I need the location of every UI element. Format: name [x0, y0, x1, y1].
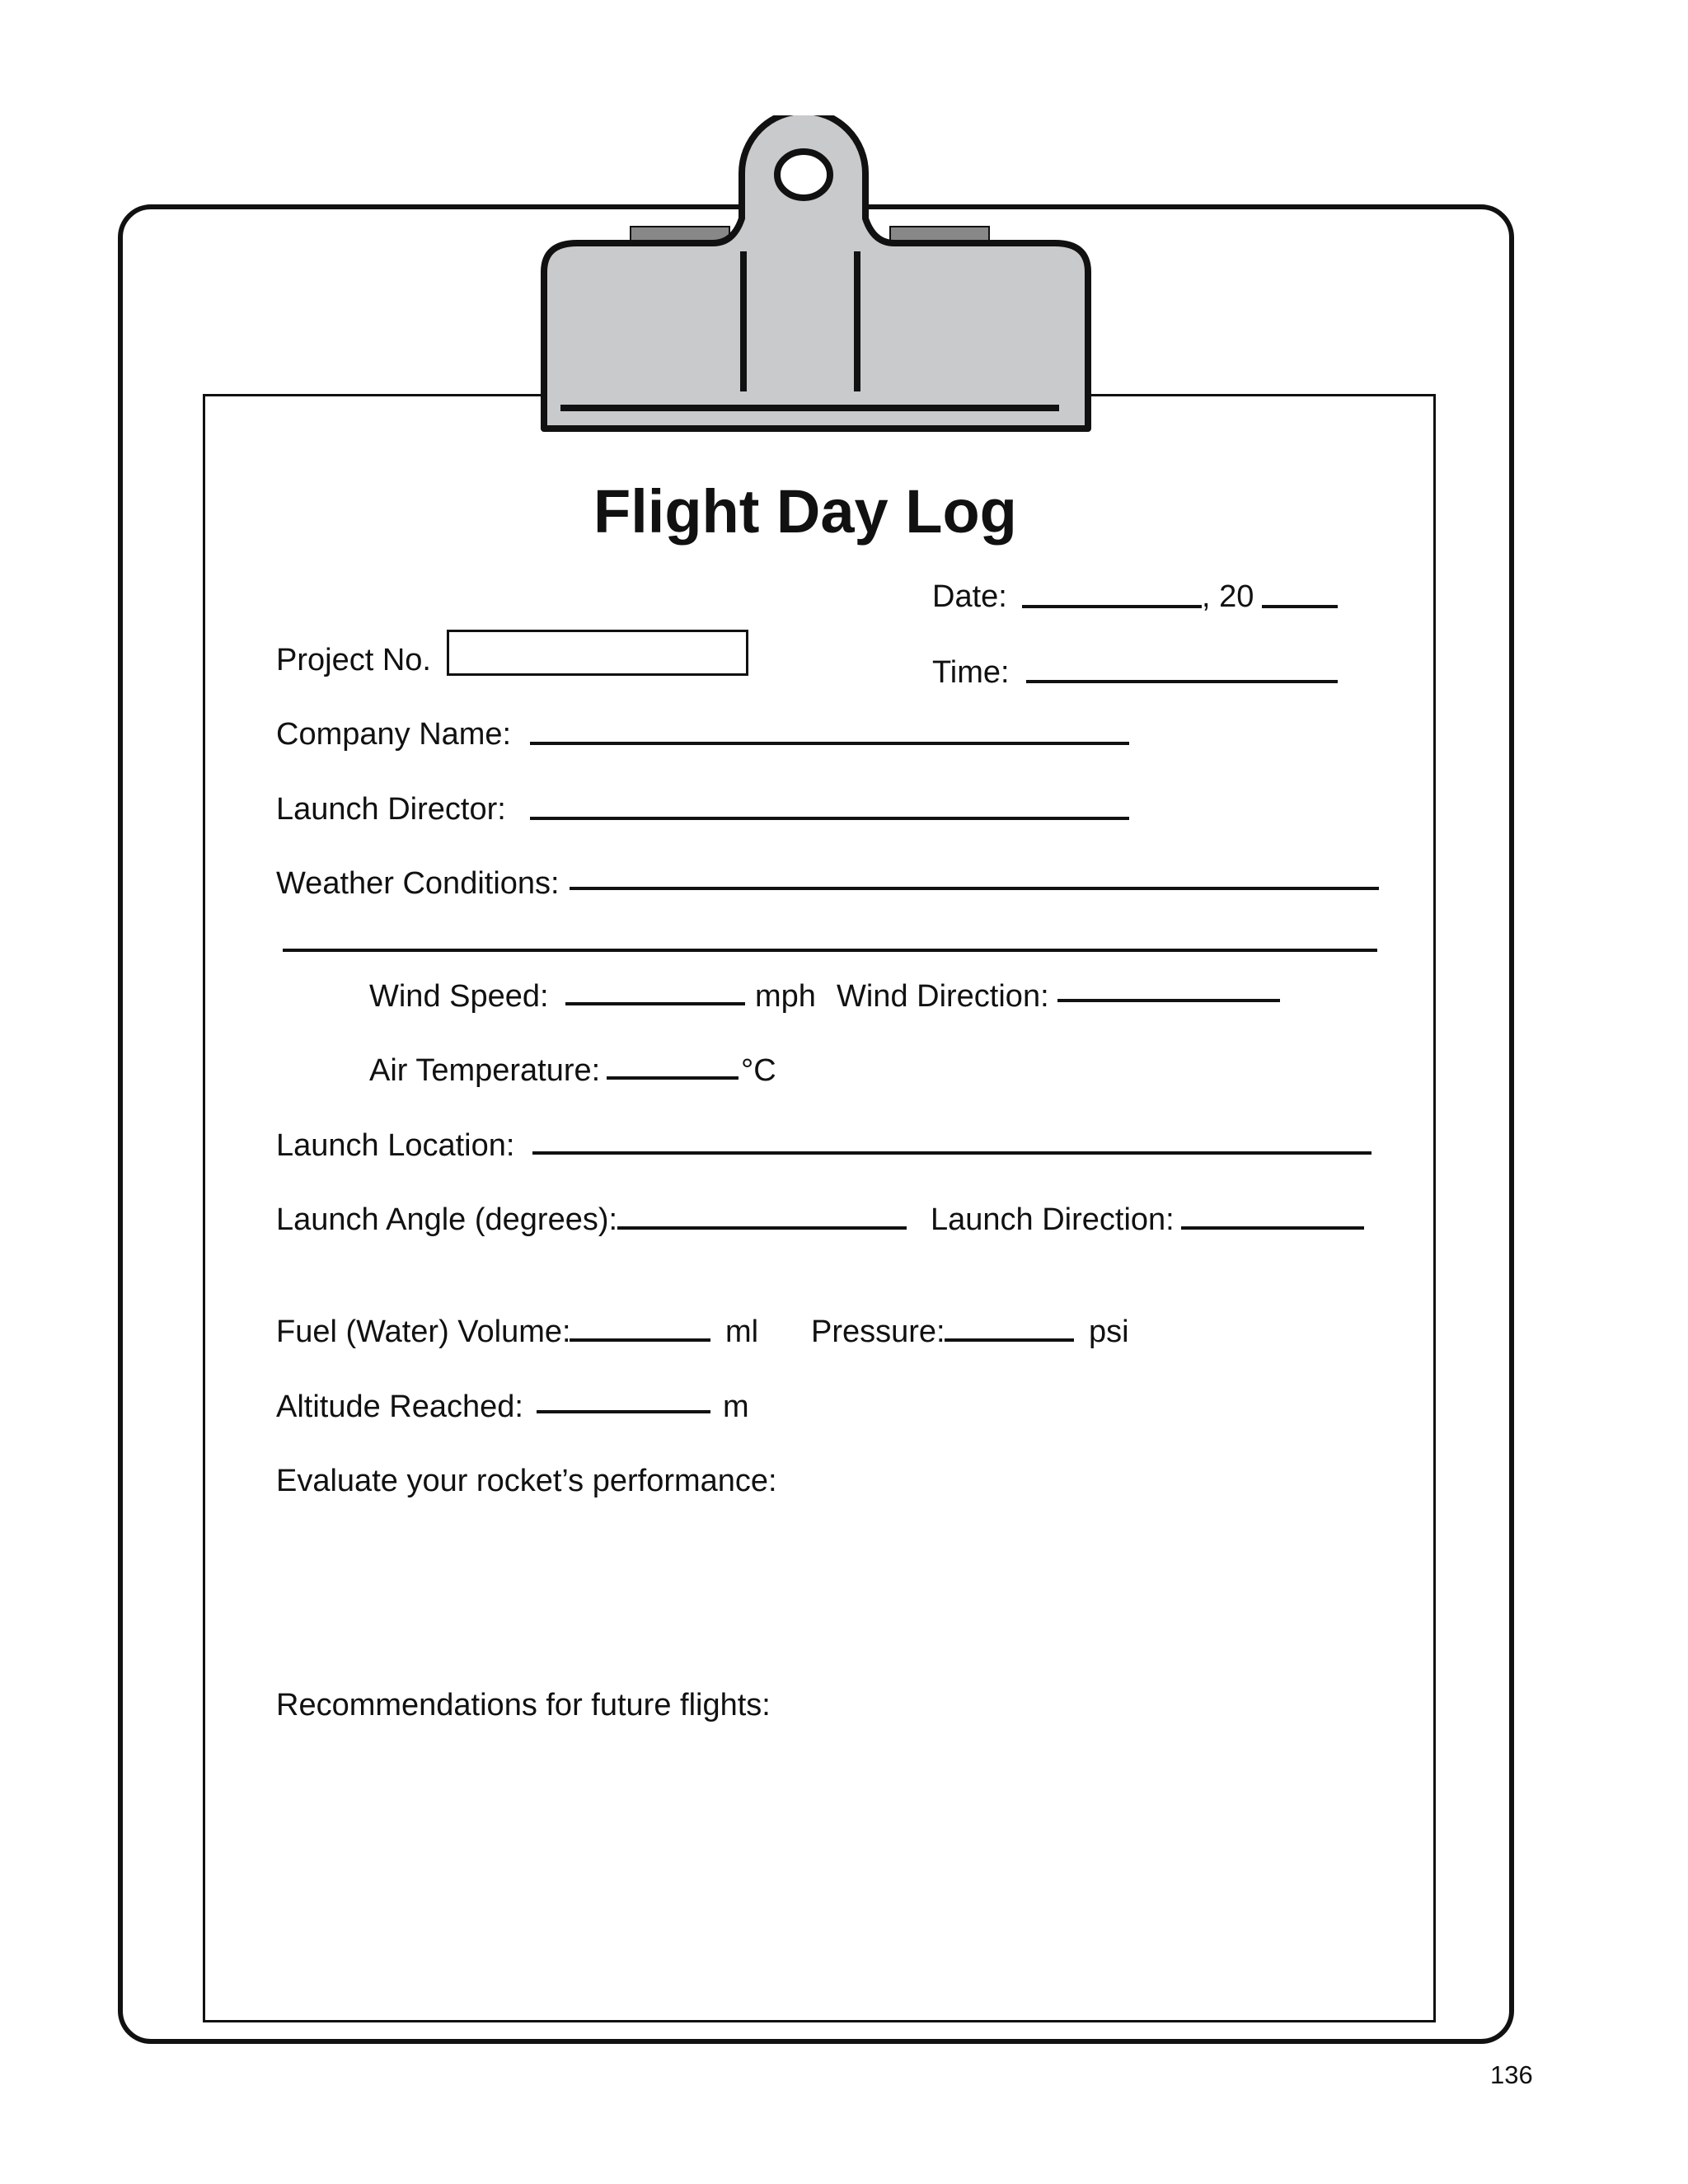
- launch-direction-label: Launch Direction:: [931, 1202, 1175, 1237]
- fuel-volume-field[interactable]: [570, 1338, 710, 1342]
- weather-conditions-label: Weather Conditions:: [276, 866, 560, 901]
- launch-angle-field[interactable]: [617, 1226, 907, 1230]
- page-number: 136: [1490, 2060, 1533, 2089]
- wind-speed-field[interactable]: [565, 1002, 745, 1005]
- launch-angle-label: Launch Angle (degrees):: [276, 1202, 618, 1237]
- fuel-volume-label: Fuel (Water) Volume:: [276, 1315, 571, 1349]
- time-field[interactable]: [1026, 680, 1338, 683]
- project-number-label: Project No.: [276, 643, 431, 677]
- project-number-field[interactable]: [447, 630, 748, 676]
- pressure-label: Pressure:: [811, 1315, 945, 1349]
- recommendations-label: Recommendations for future flights:: [276, 1688, 771, 1722]
- wind-direction-label: Wind Direction:: [837, 979, 1049, 1014]
- altitude-field[interactable]: [537, 1410, 710, 1413]
- company-name-label: Company Name:: [276, 717, 512, 752]
- date-label: Date:: [932, 579, 1007, 614]
- wind-speed-label: Wind Speed:: [369, 979, 549, 1014]
- altitude-label: Altitude Reached:: [276, 1390, 523, 1424]
- air-temperature-unit: °C: [741, 1053, 776, 1088]
- launch-location-field[interactable]: [532, 1151, 1372, 1155]
- evaluate-label: Evaluate your rocket’s performance:: [276, 1464, 777, 1498]
- altitude-unit: m: [723, 1390, 749, 1424]
- date-field[interactable]: [1022, 605, 1202, 608]
- company-name-field[interactable]: [530, 742, 1129, 745]
- fuel-volume-unit: ml: [725, 1315, 759, 1349]
- pressure-unit: psi: [1089, 1315, 1129, 1349]
- weather-conditions-field-line2[interactable]: [283, 949, 1377, 952]
- launch-direction-field[interactable]: [1181, 1226, 1364, 1230]
- year-field[interactable]: [1262, 605, 1338, 608]
- weather-conditions-field[interactable]: [570, 887, 1379, 890]
- launch-location-label: Launch Location:: [276, 1128, 515, 1163]
- form-title: Flight Day Log: [593, 477, 1017, 546]
- air-temperature-label: Air Temperature:: [369, 1053, 601, 1088]
- time-label: Time:: [932, 655, 1010, 690]
- date-century-label: , 20: [1202, 579, 1254, 614]
- clipboard-clip-icon: [528, 115, 1104, 445]
- recommendations-area[interactable]: [276, 1731, 1381, 1978]
- pressure-field[interactable]: [945, 1338, 1074, 1342]
- launch-director-label: Launch Director:: [276, 792, 506, 827]
- launch-director-field[interactable]: [530, 817, 1129, 820]
- wind-speed-unit: mph: [755, 979, 816, 1014]
- air-temperature-field[interactable]: [607, 1076, 738, 1080]
- wind-direction-field[interactable]: [1057, 999, 1280, 1002]
- evaluate-area[interactable]: [276, 1508, 1381, 1673]
